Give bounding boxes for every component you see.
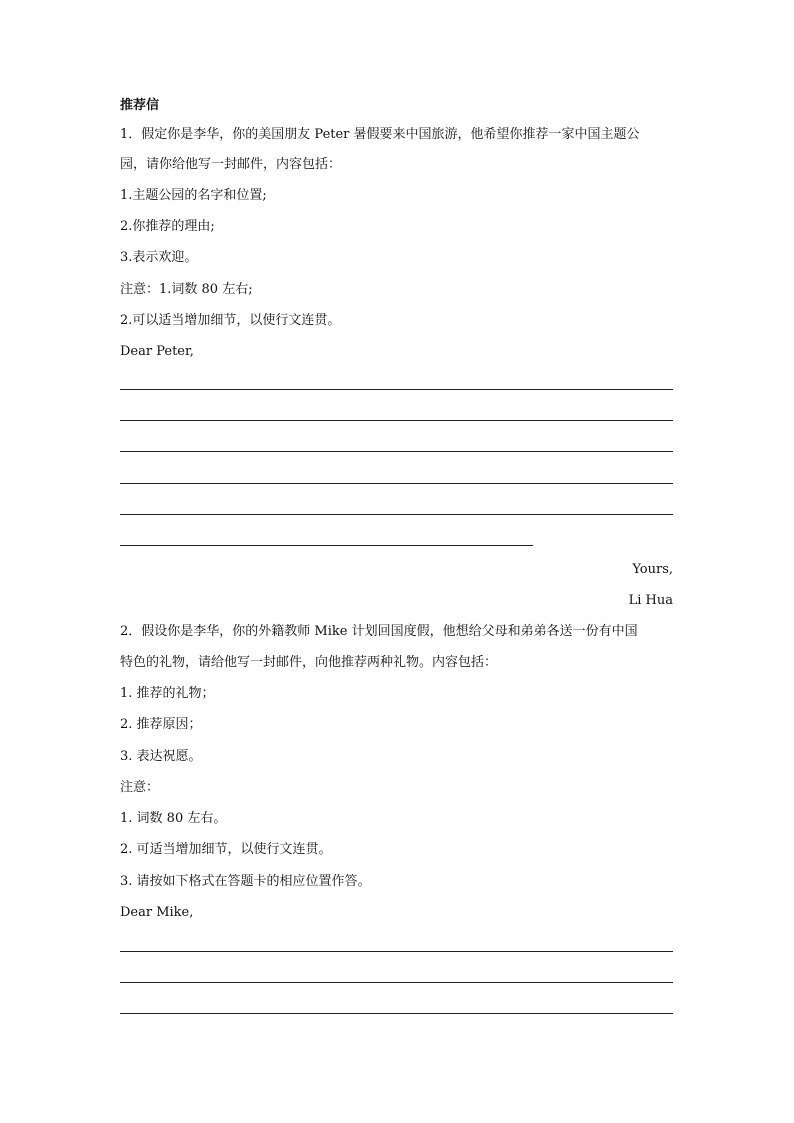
section-title: 推荐信 xyxy=(120,98,160,113)
writing-line[interactable] xyxy=(120,514,673,515)
writing-line[interactable] xyxy=(120,545,533,546)
task2-note2: 2. 可适当增加细节，以使行文连贯。 xyxy=(120,842,332,857)
task1-prompt-line2: 园，请你给他写一封邮件，内容包括： xyxy=(120,157,342,172)
writing-line[interactable] xyxy=(120,389,673,390)
task2-salutation: Dear Mike, xyxy=(120,905,194,920)
writing-line[interactable] xyxy=(120,451,673,452)
task2-prompt-line1: 2．假设你是李华，你的外籍教师 Mike 计划回国度假，他想给父母和弟弟各送一份有中国 xyxy=(120,624,638,639)
task1-point3: 3.表示欢迎。 xyxy=(120,250,198,265)
task2-note1: 1. 词数 80 左右。 xyxy=(120,811,227,826)
task2-point3: 3. 表达祝愿。 xyxy=(120,749,202,764)
task1-point1: 1.主题公园的名字和位置; xyxy=(120,188,267,203)
task2-note-title: 注意： xyxy=(120,780,160,795)
task2-point2: 2. 推荐原因； xyxy=(120,717,202,732)
writing-line[interactable] xyxy=(120,951,673,952)
task1-salutation: Dear Peter, xyxy=(120,344,194,359)
task1-prompt-line1: 1．假定你是李华，你的美国朋友 Peter 暑假要来中国旅游，他希望你推荐一家中国主题公 xyxy=(120,127,640,142)
task2-prompt-line2: 特色的礼物，请给他写一封邮件，向他推荐两种礼物。内容包括： xyxy=(120,655,498,670)
task2-note3: 3. 请按如下格式在答题卡的相应位置作答。 xyxy=(120,874,371,889)
writing-line[interactable] xyxy=(120,982,673,983)
task1-note1: 注意：1.词数 80 左右; xyxy=(120,282,253,297)
writing-line[interactable] xyxy=(120,420,673,421)
task2-point1: 1. 推荐的礼物； xyxy=(120,686,215,701)
task1-point2: 2.你推荐的理由; xyxy=(120,219,215,234)
task1-note2: 2.可以适当增加细节，以使行文连贯。 xyxy=(120,313,341,328)
writing-line[interactable] xyxy=(120,1013,673,1014)
writing-line[interactable] xyxy=(120,483,673,484)
task1-signature: Li Hua xyxy=(628,593,673,608)
task1-closing: Yours, xyxy=(632,562,673,577)
